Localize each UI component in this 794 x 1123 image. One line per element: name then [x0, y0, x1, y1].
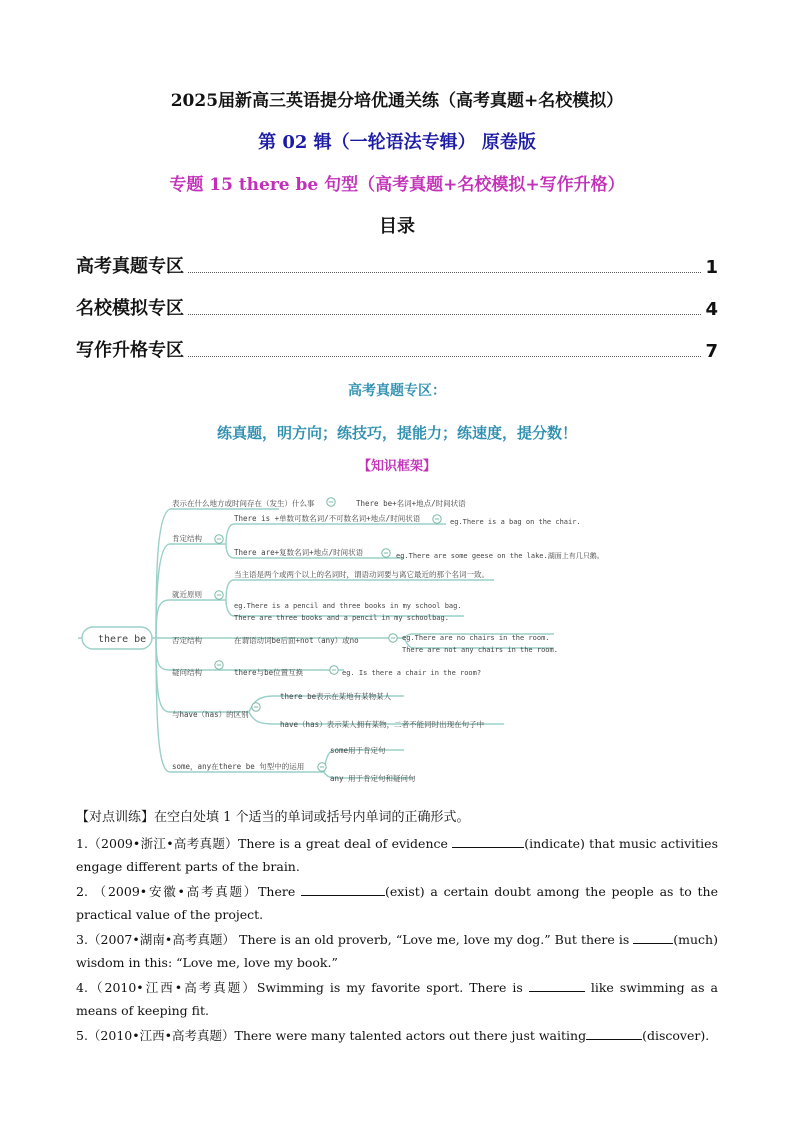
branch-affirmative: 肯定结构 — [172, 534, 202, 543]
document-subtitle: 第 02 辑（一轮语法专辑） 原卷版 — [258, 132, 536, 153]
question-text: 2. （2009•安徽•高考真题）There — [76, 884, 302, 899]
toc-entry-label: 名校模拟专区 — [76, 298, 184, 319]
leaf-question: there与be位置互换 — [234, 668, 304, 677]
document-topic: 专题 15 there be 句型（高考真题+名校模拟+写作升格） — [169, 175, 625, 195]
toc-entry-label: 高考真题专区 — [76, 256, 184, 277]
toc-heading: 目录 — [379, 216, 415, 237]
question-text: 3.（2007•湖南•高考真题） There is an old proverb, “Love me, love my dog.” But there is — [76, 932, 634, 947]
question-text: (indicate) that music activities engage different parts of the brain. — [76, 836, 718, 874]
branch-some-any: some，any在there be 句型中的运用 — [172, 762, 305, 771]
leaf-affirmative-singular: There is +单数可数名词/不可数名词+地点/时间状语 — [234, 514, 421, 523]
answer-blank[interactable] — [586, 1027, 642, 1040]
answer-blank[interactable] — [301, 883, 385, 896]
question-5 — [76, 1024, 718, 1047]
question-text: 5.（2010•江西•高考真题）There were many talented actors out there just waiting — [76, 1028, 587, 1043]
question-text: like swimming as a means of keeping fit. — [76, 980, 718, 1018]
leaf-proximity-rule: 当主语是两个或两个以上的名词时，谓语动词要与离它最近的那个名词一致。 — [234, 570, 489, 579]
question-text: 1.（2009•浙江•高考真题）There is a great deal of evidence — [76, 836, 453, 851]
leaf-there-be-meaning: there be表示在某地有某物某人 — [280, 692, 392, 701]
leaf-any: any 用于肯定句和疑问句 — [330, 774, 416, 783]
question-2 — [76, 880, 718, 926]
branch-question: 疑问结构 — [172, 668, 202, 677]
example-proximity-1: eg.There is a pencil and three books in my school bag. — [234, 602, 462, 610]
question-text: (exist) a certain doubt among the people as to the practical value of the project. — [76, 884, 718, 922]
example-affirmative-plural: eg.There are some geese on the lake.湖面上有几只鹅。 — [396, 552, 604, 560]
example-affirmative-singular: eg.There is a bag on the chair. — [450, 518, 581, 526]
answer-blank[interactable] — [452, 835, 524, 848]
answer-blank[interactable] — [529, 979, 585, 992]
example-negative-2: There are not any chairs in the room. — [402, 646, 558, 654]
leaf-structure: There be+名词+地点/时间状语 — [356, 499, 466, 508]
mind-map-root: there be — [98, 634, 147, 645]
example-proximity-2: There are three books and a pencil in my schoolbag. — [234, 614, 449, 622]
example-negative-1: eg.There are no chairs in the room. — [402, 634, 550, 642]
branch-meaning: 表示在什么地方或时间存在（发生）什么事 — [172, 499, 315, 508]
toc-entry-page: 4 — [705, 299, 718, 320]
branch-have-difference: 与have（has）的区别 — [172, 710, 249, 719]
section-motto: 练真题，明方向；练技巧，提能力；练速度，提分数！ — [216, 424, 577, 442]
toc-entry[interactable] — [76, 336, 718, 362]
branch-negative: 否定结构 — [172, 636, 202, 645]
toc-entry[interactable] — [76, 252, 718, 278]
question-4 — [76, 976, 718, 1022]
practice-intro: 【对点训练】在空白处填 1 个适当的单词或括号内单词的正确形式。 — [76, 810, 470, 825]
leaf-have-meaning: have（has）表示某人拥有某物，二者不能同时出现在句子中 — [280, 720, 485, 729]
knowledge-frame-label: 【知识框架】 — [357, 459, 436, 474]
document-title: 2025届新高三英语提分培优通关练（高考真题+名校模拟） — [170, 91, 624, 111]
branch-proximity: 就近原则 — [172, 590, 202, 599]
toc-leader — [188, 356, 701, 357]
toc-leader — [188, 272, 701, 273]
leaf-some: some用于肯定句 — [330, 746, 386, 755]
question-text: 4.（2010•江西•高考真题）Swimming is my favorite sport. There is — [76, 980, 529, 995]
question-1 — [76, 832, 718, 878]
question-3 — [76, 928, 718, 974]
toc-entry-label: 写作升格专区 — [76, 340, 184, 361]
leaf-affirmative-plural: There are+复数名词+地点/时间状语 — [234, 548, 364, 557]
question-text: (much) wisdom in this: “Love me, love my book.” — [76, 932, 718, 970]
section-heading: 高考真题专区： — [348, 383, 446, 399]
toc-leader — [188, 314, 701, 315]
toc-entry-page: 7 — [705, 341, 718, 362]
question-text: (discover). — [642, 1028, 710, 1043]
leaf-negative: 在谓语动词be后面+not（any）或no — [234, 636, 359, 645]
toc-entry[interactable] — [76, 294, 718, 320]
answer-blank[interactable] — [633, 931, 673, 944]
example-question: eg. Is there a chair in the room? — [342, 669, 482, 677]
mind-map — [74, 484, 604, 784]
toc-entry-page: 1 — [705, 257, 718, 278]
